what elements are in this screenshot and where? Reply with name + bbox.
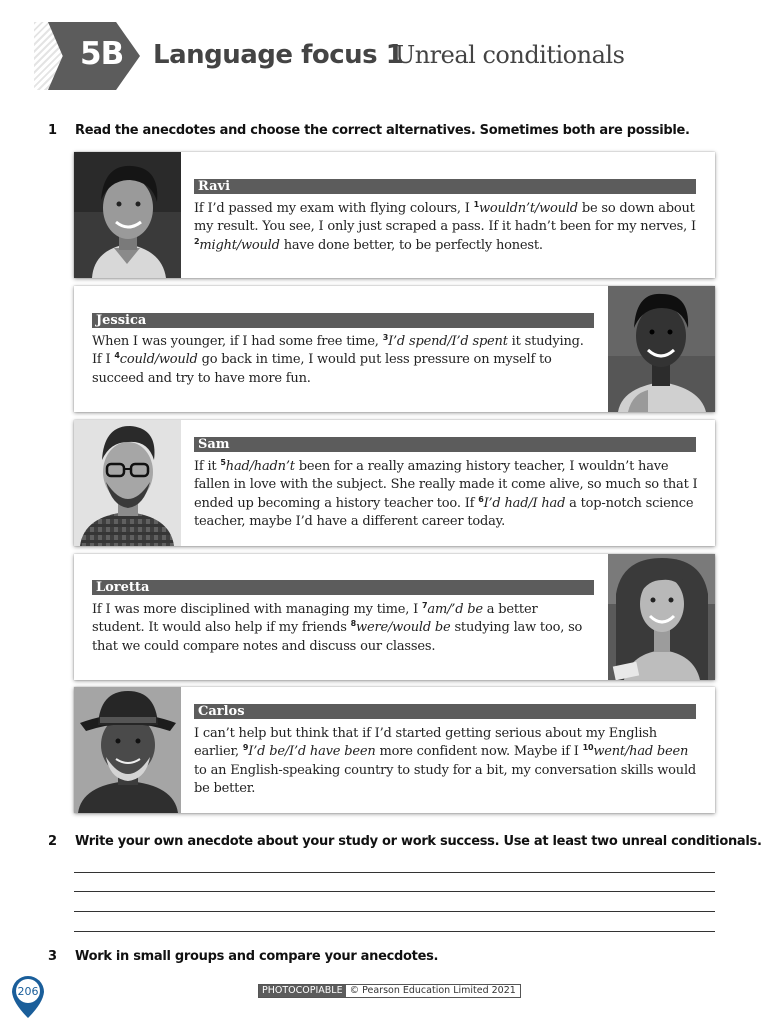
anecdote-card xyxy=(74,687,715,813)
answer-alternatives[interactable]: I’d had/I had xyxy=(483,495,566,511)
text-run: be so down about my result. You see, I only just scraped a pass. If it hadn’t been for my nerves, I xyxy=(194,201,696,235)
text-run: a top-notch science teacher, maybe I’d have a different career today. xyxy=(194,495,694,530)
answer-alternatives[interactable]: am/’d be xyxy=(427,602,483,617)
copyright-text: © Pearson Education Limited 2021 xyxy=(349,985,516,996)
question-number: 1 xyxy=(473,200,479,209)
answer-alternatives[interactable]: wouldn’t/would xyxy=(478,201,578,216)
page-title: Language focus 1 xyxy=(153,40,404,70)
anecdote-text xyxy=(194,458,699,532)
text-run: been for a really amazing history teacher, I wouldn’t have fallen in love with the subject. She really made it come alive, so much so that I ended up becoming a history teacher too. If xyxy=(194,459,698,511)
portrait-photo xyxy=(74,687,181,813)
text-run: have done better, to be perfectly honest. xyxy=(279,237,543,253)
anecdote-card xyxy=(74,152,715,278)
text-run: If I was more disciplined with managing my time, I xyxy=(92,602,423,617)
footer-copyright xyxy=(258,984,521,998)
question-number: 9 xyxy=(242,743,249,753)
text-run: more confident now. Maybe if I xyxy=(375,744,583,760)
text-run: If it xyxy=(194,459,221,474)
answer-alternatives[interactable]: had/hadn’t xyxy=(225,459,295,474)
portrait-photo xyxy=(74,420,181,546)
anecdote-card xyxy=(74,420,715,546)
anecdote-name: Sam xyxy=(194,437,696,452)
answer-alternatives[interactable]: I’d be/I’d have been xyxy=(248,744,376,760)
portrait-photo xyxy=(608,554,715,680)
page-subtitle: Unreal conditionals xyxy=(395,41,625,69)
unit-code: 5B xyxy=(80,36,124,72)
anecdote-text xyxy=(92,333,592,388)
instruction-number: 3 xyxy=(48,949,58,964)
text-run: it studying. If I xyxy=(92,334,584,368)
question-number: 5 xyxy=(220,458,226,467)
anecdote-text xyxy=(194,200,699,255)
answer-alternatives[interactable]: might/would xyxy=(199,237,280,253)
page-number: 206 xyxy=(17,985,39,998)
answer-alternatives[interactable]: I’d spend/I’d spent xyxy=(388,334,508,349)
answer-alternatives[interactable]: were/would be xyxy=(356,620,451,636)
text-run: If I’d passed my exam with flying colours, I xyxy=(194,201,474,216)
answer-alternatives[interactable]: could/would xyxy=(119,352,198,368)
instruction-number: 1 xyxy=(48,123,58,138)
instruction-text: Read the anecdotes and choose the correct alternatives. Sometimes both are possible. xyxy=(75,123,690,138)
question-number: 4 xyxy=(114,351,120,361)
anecdote-text xyxy=(92,601,592,656)
text-run: When I was younger, if I had some free time, xyxy=(92,334,383,349)
instruction-text: Work in small groups and compare your anecdotes. xyxy=(75,949,439,964)
writing-line[interactable] xyxy=(74,891,715,892)
instruction-number: 2 xyxy=(48,834,58,849)
text-run: I can’t help but think that if I’d started getting serious about my English earlier, xyxy=(194,726,657,760)
anecdote-name: Ravi xyxy=(194,179,696,194)
anecdote-name: Loretta xyxy=(92,580,594,595)
answer-alternatives[interactable]: went/had been xyxy=(593,744,689,760)
text-run: studying law too, so that we could compare notes and discuss our classes. xyxy=(92,620,583,654)
text-run: a better student. It would also help if my friends xyxy=(92,602,538,636)
portrait-photo xyxy=(74,152,181,278)
question-number: 6 xyxy=(478,494,484,504)
question-number: 2 xyxy=(194,236,200,246)
anecdote-card xyxy=(74,554,715,680)
writing-line[interactable] xyxy=(74,911,715,912)
anecdote-text xyxy=(194,725,699,799)
question-number: 10 xyxy=(582,743,594,753)
text-run: to an English-speaking country to study for a bit, my conversation skills would be better. xyxy=(194,762,697,797)
instruction-text: Write your own anecdote about your study or work success. Use at least two unreal conditionals. xyxy=(75,834,762,849)
portrait-photo xyxy=(608,286,715,412)
photocopiable-label: PHOTOCOPIABLE xyxy=(259,985,346,997)
writing-line[interactable] xyxy=(74,872,715,873)
writing-line[interactable] xyxy=(74,931,715,932)
question-number: 7 xyxy=(422,601,428,610)
anecdote-name: Carlos xyxy=(194,704,696,719)
question-number: 8 xyxy=(350,619,357,629)
text-run: go back in time, I would put less pressure on myself to succeed and try to have more fun. xyxy=(92,352,552,386)
anecdote-card xyxy=(74,286,715,412)
question-number: 3 xyxy=(382,333,389,342)
anecdote-name: Jessica xyxy=(92,313,594,328)
